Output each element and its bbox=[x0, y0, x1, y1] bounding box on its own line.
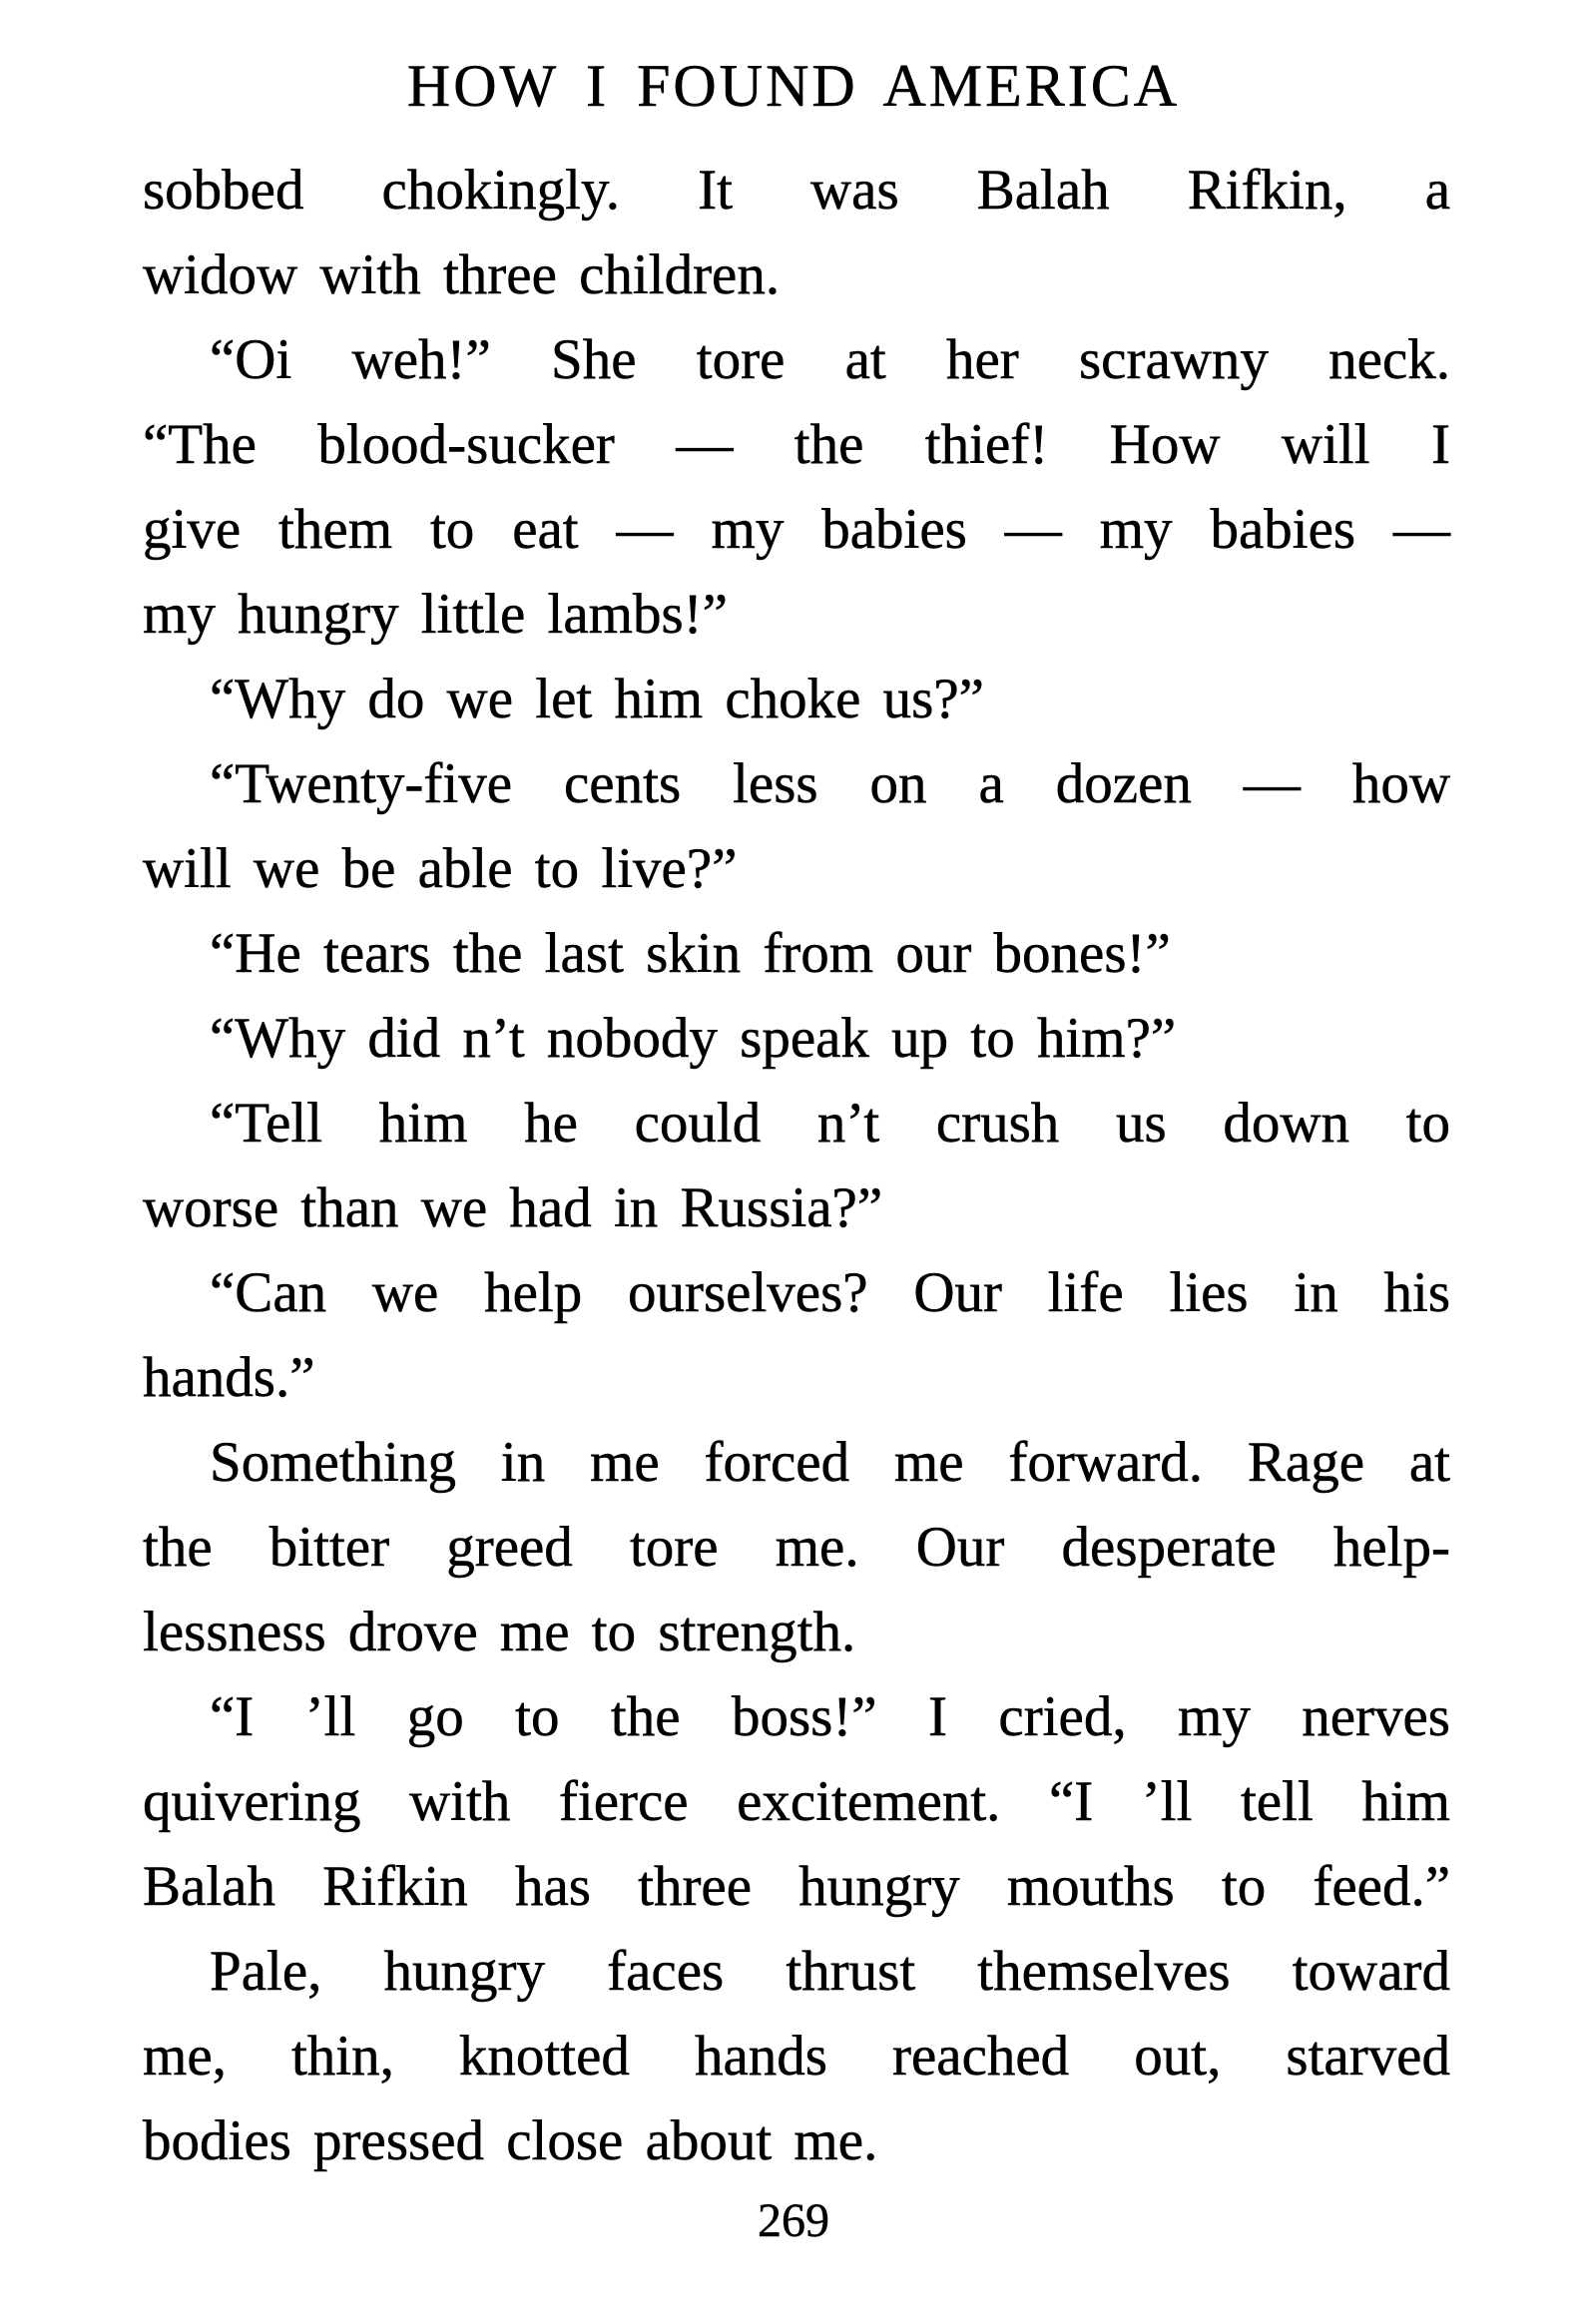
text-line: “Why do we let him choke us?” bbox=[210, 668, 984, 730]
text-line: “Oi weh!” She tore at her scrawny neck. bbox=[210, 328, 1450, 391]
text-line: Something in me forced me forward. Rage at bbox=[210, 1431, 1450, 1494]
text-line: hands.” bbox=[143, 1346, 315, 1409]
text-line: “He tears the last skin from our bones!” bbox=[210, 922, 1171, 985]
page-number: 269 bbox=[758, 2194, 829, 2247]
text-line: “Tell him he could n’t crush us down to bbox=[210, 1092, 1450, 1155]
text-line: the bitter greed tore me. Our desperate help- bbox=[143, 1516, 1450, 1579]
text-line: “Can we help ourselves? Our life lies in his bbox=[210, 1261, 1450, 1324]
text-line: “Why did n’t nobody speak up to him?” bbox=[210, 1007, 1177, 1070]
text-line: bodies pressed close about me. bbox=[143, 2109, 878, 2172]
text-line: my hungry little lambs!” bbox=[143, 583, 728, 646]
text-line: “Twenty-five cents less on a dozen — how bbox=[210, 752, 1450, 815]
page-body bbox=[143, 148, 1450, 2183]
text-line: widow with three children. bbox=[143, 243, 781, 306]
text-line: worse than we had in Russia?” bbox=[143, 1176, 883, 1239]
text-line: Pale, hungry faces thrust themselves toward bbox=[210, 1940, 1450, 2003]
text-line: give them to eat — my babies — my babies — bbox=[143, 498, 1450, 561]
text-line: quivering with fierce excitement. “I ’ll tell him bbox=[143, 1770, 1450, 1833]
text-line: sobbed chokingly. It was Balah Rifkin, a bbox=[143, 159, 1450, 222]
text-line: will we be able to live?” bbox=[143, 837, 738, 900]
text-line: me, thin, knotted hands reached out, starved bbox=[143, 2025, 1450, 2088]
text-line: “The blood-sucker — the thief! How will I bbox=[143, 413, 1450, 476]
text-line: “I ’ll go to the boss!” I cried, my nerves bbox=[210, 1685, 1450, 1748]
text-line: lessness drove me to strength. bbox=[143, 1601, 856, 1663]
text-line: Balah Rifkin has three hungry mouths to feed.” bbox=[143, 1855, 1450, 1918]
running-header: HOW I FOUND AMERICA bbox=[406, 53, 1181, 119]
